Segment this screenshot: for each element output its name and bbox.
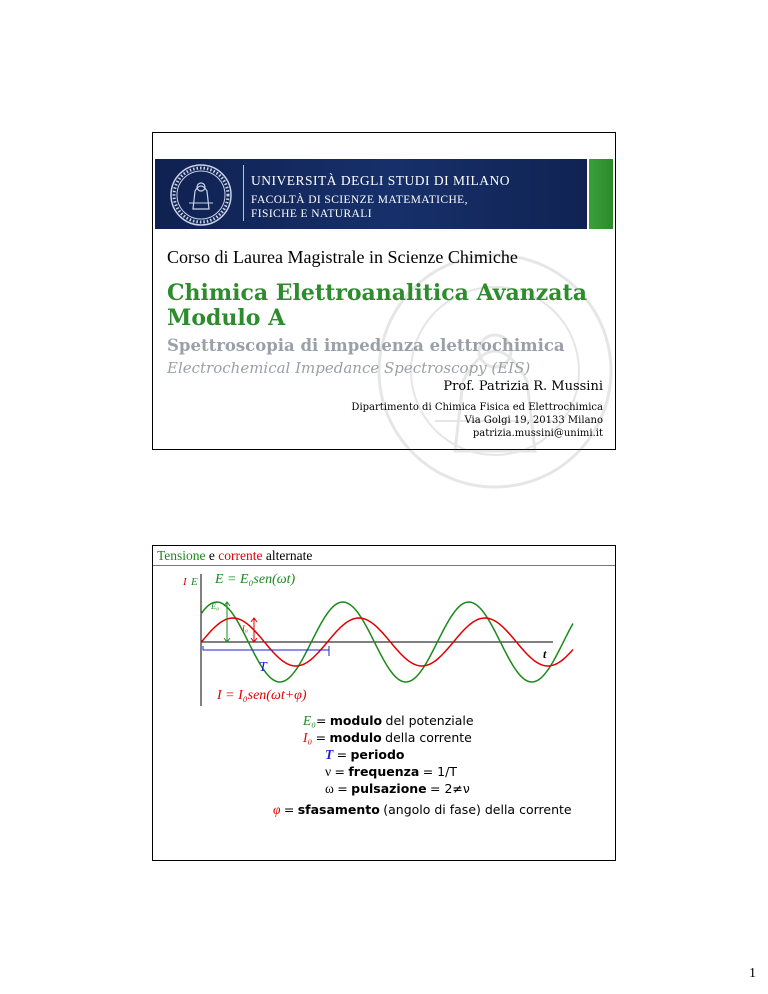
ac-signals-slide (152, 545, 616, 861)
def-T (325, 746, 624, 763)
def-omega-equals: = (337, 781, 348, 796)
university-name: UNIVERSITÀ DEGLI STUDI DI MILANO (251, 173, 510, 188)
def-phi-rest: (angolo di fase) della corrente (383, 802, 572, 817)
def-nu-symbol: ν (325, 764, 332, 779)
def-T-equals: = (336, 747, 348, 762)
def-phi-bold: sfasamento (297, 802, 380, 817)
def-omega-symbol: ω (325, 781, 334, 796)
def-I0-rest: della corrente (385, 730, 472, 745)
address: Via Golgi 19, 20133 Milano (464, 415, 603, 426)
def-E0-rest: del potenziale (385, 713, 474, 728)
equation-I: I = I₀sen(ωt+φ) (217, 688, 307, 703)
title-line-2: Modulo A (167, 305, 286, 331)
definitions-list (171, 712, 572, 818)
slide-title (167, 281, 587, 331)
department: Dipartimento di Chimica Fisica ed Elettrochimica (351, 402, 603, 413)
sine-wave-diagram (153, 546, 615, 711)
def-I0 (303, 729, 602, 746)
course-name: Corso di Laurea Magistrale in Scienze Chimiche (167, 247, 518, 267)
def-omega-rest: = 2≠ν (430, 781, 470, 796)
faculty-line-1: FACOLTÀ DI SCIENZE MATEMATICHE, (251, 194, 468, 206)
email: patrizia.mussini@unimi.it (472, 428, 603, 439)
def-E0-symbol: E₀ (303, 713, 316, 728)
title-slide (152, 132, 616, 450)
label-period: T (259, 660, 267, 675)
title-tensione: Tensione (157, 548, 206, 563)
title-corrente: corrente (218, 548, 263, 563)
def-nu-equals: = (334, 764, 345, 779)
faculty-line-2: FISICHE E NATURALI (251, 208, 372, 220)
faculty-name (251, 193, 468, 221)
university-seal-icon (169, 163, 233, 227)
def-T-symbol: T (325, 747, 334, 762)
def-nu-bold: frequenza (348, 764, 420, 779)
title-line-1: Chimica Elettroanalitica Avanzata (167, 280, 587, 306)
def-nu-rest: = 1/T (422, 764, 457, 779)
subtitle-italian: Spettroscopia di impedenza elettrochimica (167, 336, 565, 355)
label-I0: I₀ (242, 623, 248, 633)
professor-name: Prof. Patrizia R. Mussini (443, 379, 603, 394)
title-e: e (208, 548, 215, 563)
page-number: 1 (749, 966, 756, 981)
def-nu (325, 763, 624, 780)
period-bracket (203, 646, 329, 650)
banner-green-stripe (589, 159, 613, 229)
label-E0: E₀ (211, 601, 220, 611)
axis-label-I: I (183, 576, 187, 588)
equation-E: E = E₀sen(ωt) (215, 572, 296, 587)
def-phi-symbol: φ (273, 802, 281, 817)
def-omega-bold: pulsazione (351, 781, 427, 796)
def-I0-bold: modulo (329, 730, 382, 745)
label-time: t (543, 647, 547, 661)
def-I0-symbol: I₀ (303, 730, 313, 745)
banner-separator (243, 165, 244, 221)
def-phi-equals: = (283, 802, 295, 817)
affiliation (351, 401, 603, 440)
def-E0 (303, 712, 602, 729)
axis-label-E: E (191, 576, 198, 588)
def-I0-equals: = (315, 730, 327, 745)
def-T-bold: periodo (350, 747, 405, 762)
def-E0-equals: = (315, 713, 327, 728)
def-E0-bold: modulo (329, 713, 383, 728)
title-alternate: alternate (265, 548, 313, 563)
subtitle-english: Electrochemical Impedance Spectroscopy (EIS) (167, 359, 531, 377)
def-phi (273, 801, 572, 818)
def-omega (325, 780, 624, 797)
